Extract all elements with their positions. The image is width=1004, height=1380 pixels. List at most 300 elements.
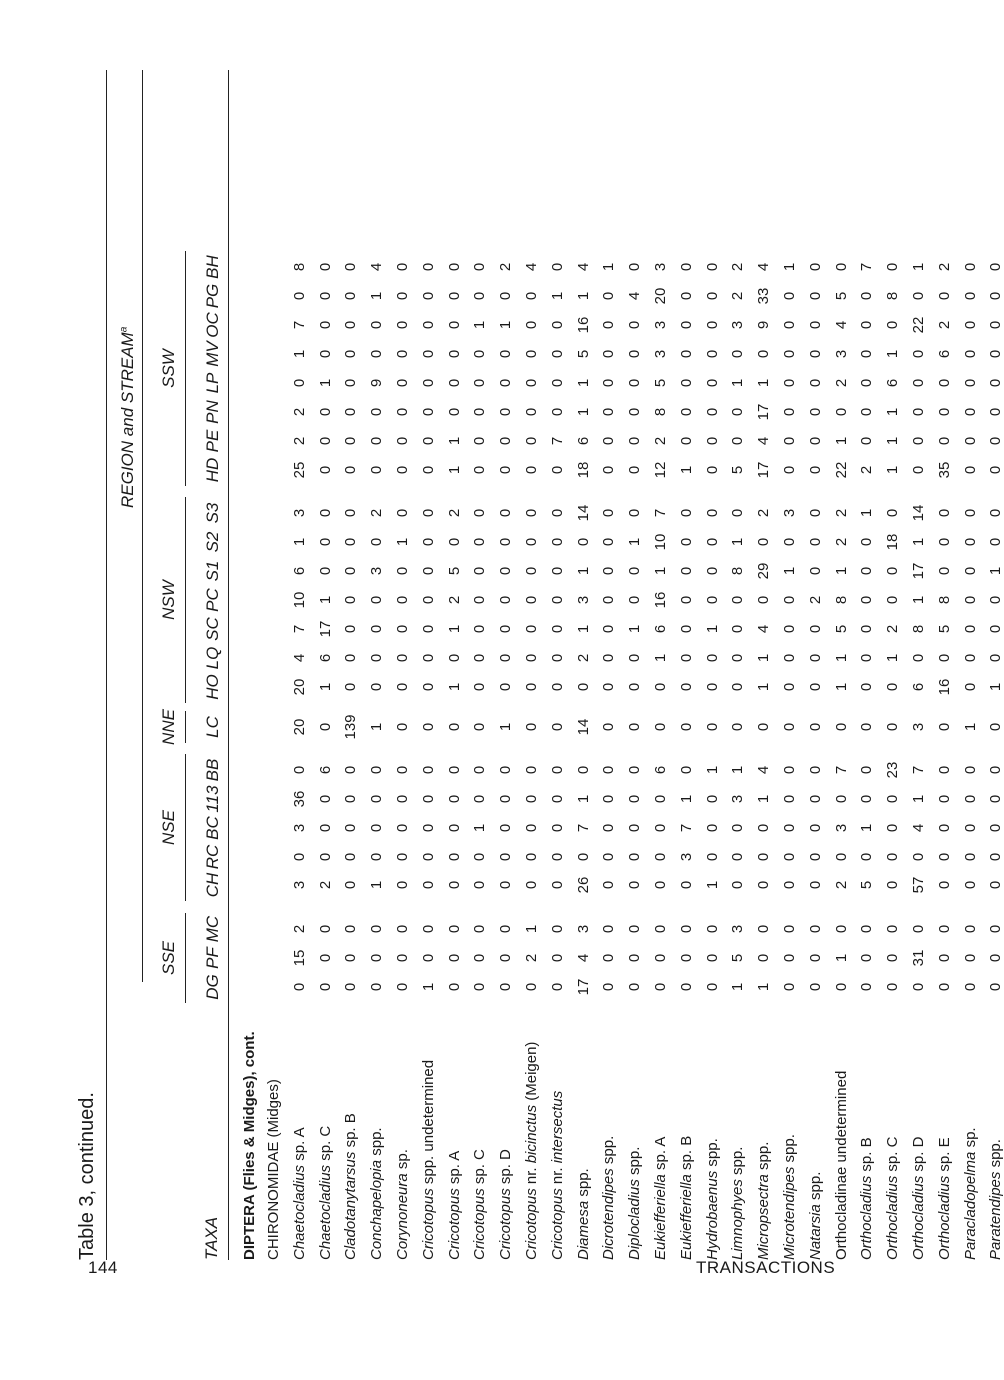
table-cell: 0 xyxy=(987,653,1004,663)
table-cell: 36 xyxy=(290,790,308,808)
table-cell: 2 xyxy=(806,595,824,605)
table-cell: 0 xyxy=(755,823,773,833)
table-cell: 23 xyxy=(884,761,902,779)
table-cell: 4 xyxy=(755,624,773,634)
table-cell: 0 xyxy=(677,378,695,388)
table-cell: 17 xyxy=(574,978,592,996)
table-cell: 0 xyxy=(342,537,360,547)
table-cell: 0 xyxy=(987,722,1004,732)
table-cell: 0 xyxy=(910,465,927,475)
table-cell: 26 xyxy=(574,876,592,894)
table-cell: 0 xyxy=(781,682,798,692)
table-cell: 0 xyxy=(935,378,953,388)
table-cell: 0 xyxy=(884,320,902,330)
table-cell: 0 xyxy=(548,765,566,775)
column-header-113: 113 xyxy=(203,785,222,813)
table-cell: 4 xyxy=(626,291,644,301)
table-cell: 0 xyxy=(394,407,411,417)
table-cell: 0 xyxy=(806,291,824,301)
taxon-name: Cricotopus xyxy=(523,1188,540,1260)
table-cell: 0 xyxy=(703,378,721,388)
table-cell: 18 xyxy=(884,533,902,551)
table-cell: 0 xyxy=(497,682,515,692)
table-cell: 0 xyxy=(497,924,515,934)
taxon-qualifier: sp. A xyxy=(445,1150,463,1189)
table-cell: 0 xyxy=(961,566,979,576)
table-cell: 0 xyxy=(523,765,540,775)
table-cell: 2 xyxy=(884,624,902,634)
table-cell: 0 xyxy=(497,436,515,446)
table-cell: 57 xyxy=(910,876,927,894)
table-cell: 0 xyxy=(471,953,489,963)
table-cell: 0 xyxy=(419,537,437,547)
table-cell: 0 xyxy=(368,349,386,359)
taxon-label xyxy=(472,1149,487,1260)
table-cell: 3 xyxy=(652,349,669,359)
table-cell: 0 xyxy=(858,653,876,663)
table-cell: 0 xyxy=(781,852,798,862)
table-cell: 0 xyxy=(806,880,824,890)
table-cell: 0 xyxy=(445,262,463,272)
table-cell: 0 xyxy=(368,852,386,862)
table-cell: 0 xyxy=(961,436,979,446)
table-cell: 0 xyxy=(652,794,669,804)
table-cell: 0 xyxy=(394,794,411,804)
table-cell: 1 xyxy=(729,537,747,547)
taxon-name: Eukiefferiella xyxy=(677,1174,695,1260)
table-cell: 2 xyxy=(290,436,308,446)
table-cell: 0 xyxy=(342,765,360,775)
taxon-label xyxy=(292,1127,307,1260)
table-cell: 0 xyxy=(703,794,721,804)
group-rule-nsw xyxy=(185,497,186,703)
table-cell: 0 xyxy=(961,320,979,330)
table-cell: 2 xyxy=(523,953,540,963)
table-cell: 2 xyxy=(935,262,953,272)
table-cell: 0 xyxy=(858,349,876,359)
table-cell: 25 xyxy=(290,461,308,479)
table-cell: 0 xyxy=(935,924,953,934)
table-cell: 0 xyxy=(342,508,360,518)
table-cell: 0 xyxy=(419,436,437,446)
table-cell: 0 xyxy=(987,465,1004,475)
table-cell: 4 xyxy=(755,765,773,775)
table-cell: 1 xyxy=(652,653,669,663)
taxon-qualifier: nr. xyxy=(523,1163,540,1189)
table-cell: 0 xyxy=(987,436,1004,446)
table-cell: 0 xyxy=(961,537,979,547)
table-cell: 0 xyxy=(987,508,1004,518)
table-cell: 0 xyxy=(884,953,902,963)
table-cell: 0 xyxy=(806,852,824,862)
table-cell: 4 xyxy=(574,262,592,272)
table-cell: 0 xyxy=(548,407,566,417)
table-cell: 0 xyxy=(729,653,747,663)
table-cell: 0 xyxy=(548,349,566,359)
table-cell: 0 xyxy=(703,349,721,359)
table-cell: 0 xyxy=(548,566,566,576)
table-cell: 0 xyxy=(497,378,515,388)
table-cell: 0 xyxy=(677,765,695,775)
table-cell: 0 xyxy=(626,508,644,518)
table-cell: 0 xyxy=(677,320,695,330)
table-cell: 0 xyxy=(729,823,747,833)
table-cell: 0 xyxy=(394,465,411,475)
table-cell: 0 xyxy=(806,653,824,663)
table-cell: 0 xyxy=(419,682,437,692)
table-cell: 1 xyxy=(910,262,927,272)
table-cell: 0 xyxy=(806,722,824,732)
table-cell: 7 xyxy=(652,508,669,518)
table-cell: 0 xyxy=(858,953,876,963)
table-cell: 0 xyxy=(987,624,1004,634)
table-cell: 0 xyxy=(419,924,437,934)
table-cell: 1 xyxy=(445,624,463,634)
table-cell: 0 xyxy=(806,465,824,475)
column-header-bh: BH xyxy=(203,255,222,279)
table-cell: 0 xyxy=(910,924,927,934)
table-cell: 0 xyxy=(445,349,463,359)
taxon-label xyxy=(705,1138,720,1260)
table-cell: 0 xyxy=(548,624,566,634)
table-cell: 16 xyxy=(652,591,669,609)
table-cell: 0 xyxy=(910,436,927,446)
table-cell: 0 xyxy=(471,349,489,359)
table-cell: 1 xyxy=(832,953,850,963)
taxon-qualifier: spp. xyxy=(626,1146,644,1180)
table-cell: 7 xyxy=(910,765,927,775)
table-cell: 0 xyxy=(471,378,489,388)
table-cell: 3 xyxy=(910,722,927,732)
table-cell: 3 xyxy=(832,823,850,833)
table-cell: 1 xyxy=(445,465,463,475)
table-cell: 1 xyxy=(600,262,618,272)
table-cell: 0 xyxy=(523,436,540,446)
table-cell: 2 xyxy=(832,880,850,890)
table-cell: 0 xyxy=(781,765,798,775)
table-cell: 0 xyxy=(781,465,798,475)
table-cell: 0 xyxy=(419,465,437,475)
table-cell: 0 xyxy=(471,982,489,992)
table-cell: 3 xyxy=(574,595,592,605)
taxon-label xyxy=(369,1127,384,1260)
column-header-pf: PF xyxy=(203,947,222,969)
table-cell: 0 xyxy=(445,852,463,862)
table-cell: 0 xyxy=(935,765,953,775)
table-cell: 0 xyxy=(394,765,411,775)
taxon-name: CHIRONOMIDAE xyxy=(265,1141,282,1260)
table-cell: 0 xyxy=(935,953,953,963)
table-cell: 0 xyxy=(703,508,721,518)
table-cell: 6 xyxy=(316,653,334,663)
table-cell: 0 xyxy=(523,320,540,330)
table-cell: 0 xyxy=(806,407,824,417)
table-cell: 0 xyxy=(729,880,747,890)
column-header-s1: S1 xyxy=(203,560,222,582)
table-cell: 0 xyxy=(806,378,824,388)
table-cell: 0 xyxy=(858,566,876,576)
table-cell: 0 xyxy=(342,291,360,301)
taxon-name: Natarsia xyxy=(806,1204,824,1260)
taxon-qualifier: sp. xyxy=(961,1127,979,1152)
table-cell: 0 xyxy=(806,682,824,692)
table-cell: 0 xyxy=(600,682,618,692)
table-cell: 0 xyxy=(677,624,695,634)
taxon-qualifier: sp. A xyxy=(652,1136,669,1175)
table-cell: 0 xyxy=(548,537,566,547)
table-cell: 20 xyxy=(652,287,669,305)
table-cell: 0 xyxy=(781,924,798,934)
table-cell: 0 xyxy=(419,653,437,663)
table-cell: 1 xyxy=(961,722,979,732)
table-cell: 0 xyxy=(806,436,824,446)
column-header-hd: HD xyxy=(203,457,222,483)
table-cell: 0 xyxy=(626,982,644,992)
taxon-qualifier: spp. xyxy=(574,1168,592,1201)
table-cell: 0 xyxy=(548,682,566,692)
region-header-text: REGION and STREAM xyxy=(118,332,137,508)
table-cell: 0 xyxy=(368,924,386,934)
table-cell: 0 xyxy=(523,508,540,518)
table-cell: 0 xyxy=(703,682,721,692)
table-cell: 0 xyxy=(419,765,437,775)
table-cell: 0 xyxy=(471,852,489,862)
group-rule-ssw xyxy=(185,251,186,486)
table-cell: 0 xyxy=(523,566,540,576)
table-cell: 0 xyxy=(523,823,540,833)
table-cell: 0 xyxy=(548,794,566,804)
taxon-name: Chaetocladius xyxy=(316,1164,334,1260)
taxon-qualifier: sp. xyxy=(394,1149,411,1174)
table-cell: 0 xyxy=(961,794,979,804)
table-cell: 0 xyxy=(316,262,334,272)
table-cell: 0 xyxy=(523,595,540,605)
table-cell: 0 xyxy=(626,953,644,963)
table-cell: 1 xyxy=(884,407,902,417)
table-cell: 0 xyxy=(394,682,411,692)
table-cell: 0 xyxy=(497,982,515,992)
table-cell: 0 xyxy=(961,508,979,518)
taxon-name: Cricotopus xyxy=(497,1188,515,1260)
table-cell: 0 xyxy=(858,595,876,605)
table-cell: 0 xyxy=(703,823,721,833)
table-cell: 0 xyxy=(652,982,669,992)
table-cell: 0 xyxy=(781,291,798,301)
taxon-name: Orthocladius xyxy=(884,1175,902,1260)
table-cell: 0 xyxy=(471,508,489,518)
table-cell: 1 xyxy=(471,823,489,833)
table-cell: 2 xyxy=(368,508,386,518)
table-cell: 2 xyxy=(290,407,308,417)
taxon-label xyxy=(834,1071,849,1260)
table-cell: 0 xyxy=(342,924,360,934)
table-cell: 1 xyxy=(755,982,773,992)
taxon-label xyxy=(911,1137,926,1260)
table-cell: 17 xyxy=(910,562,927,580)
table-cell: 0 xyxy=(755,852,773,862)
table-cell: 0 xyxy=(781,349,798,359)
table-cell: 0 xyxy=(626,407,644,417)
table-cell: 0 xyxy=(523,378,540,388)
table-cell: 0 xyxy=(497,291,515,301)
taxon-qualifier: spp. xyxy=(600,1135,618,1169)
table-cell: 0 xyxy=(548,722,566,732)
table-cell: 0 xyxy=(497,794,515,804)
table-cell: 0 xyxy=(806,982,824,992)
table-cell: 1 xyxy=(832,566,850,576)
table-cell: 0 xyxy=(497,624,515,634)
table-cell: 1 xyxy=(729,765,747,775)
table-cell: 31 xyxy=(910,949,927,967)
table-cell: 0 xyxy=(884,823,902,833)
table-cell: 1 xyxy=(858,508,876,518)
table-cell: 6 xyxy=(574,436,592,446)
table-cell: 0 xyxy=(600,765,618,775)
table-cell: 17 xyxy=(755,403,773,421)
table-cell: 1 xyxy=(677,465,695,475)
table-cell: 1 xyxy=(832,682,850,692)
table-cell: 3 xyxy=(652,320,669,330)
taxon-qualifier: spp. xyxy=(987,1139,1004,1172)
table-cell: 1 xyxy=(987,566,1004,576)
table-cell: 0 xyxy=(523,349,540,359)
table-cell: 1 xyxy=(316,682,334,692)
table-cell: 0 xyxy=(342,682,360,692)
table-cell: 0 xyxy=(703,852,721,862)
table-cell: 0 xyxy=(342,595,360,605)
table-cell: 9 xyxy=(368,378,386,388)
table-cell: 0 xyxy=(342,378,360,388)
table-cell: 0 xyxy=(471,291,489,301)
table-cell: 0 xyxy=(316,291,334,301)
table-cell: 0 xyxy=(935,880,953,890)
taxon-name: Orthocladius xyxy=(910,1175,927,1260)
table-cell: 14 xyxy=(574,718,592,736)
table-cell: 0 xyxy=(497,953,515,963)
taxon-label xyxy=(601,1136,616,1260)
table-cell: 0 xyxy=(806,624,824,634)
table-cell: 0 xyxy=(394,823,411,833)
taxon-qualifier: sp. B xyxy=(858,1137,876,1176)
table-cell: 0 xyxy=(781,953,798,963)
table-cell: 0 xyxy=(316,852,334,862)
table-cell: 0 xyxy=(677,880,695,890)
table-cell: 0 xyxy=(858,722,876,732)
table-cell: 0 xyxy=(961,880,979,890)
table-cell: 1 xyxy=(548,291,566,301)
table-cell: 0 xyxy=(987,880,1004,890)
table-cell: 0 xyxy=(626,823,644,833)
table-cell: 0 xyxy=(884,880,902,890)
column-header-ch: CH xyxy=(203,872,222,898)
table-cell: 20 xyxy=(290,718,308,736)
table-cell: 0 xyxy=(548,880,566,890)
table-cell: 0 xyxy=(316,794,334,804)
top-rule xyxy=(106,70,107,1260)
table-cell: 3 xyxy=(290,508,308,518)
table-cell: 5 xyxy=(652,378,669,388)
table-cell: 0 xyxy=(600,349,618,359)
table-cell: 0 xyxy=(471,765,489,775)
table-cell: 0 xyxy=(935,436,953,446)
table-cell: 0 xyxy=(987,765,1004,775)
table-cell: 0 xyxy=(703,982,721,992)
table-cell: 0 xyxy=(497,595,515,605)
table-cell: 0 xyxy=(961,465,979,475)
table-cell: 0 xyxy=(342,982,360,992)
table-cell: 0 xyxy=(652,722,669,732)
table-cell: 0 xyxy=(471,407,489,417)
table-cell: 0 xyxy=(626,924,644,934)
table-cell: 0 xyxy=(677,953,695,963)
table-cell: 2 xyxy=(445,508,463,518)
table-cell: 0 xyxy=(394,722,411,732)
table-cell: 0 xyxy=(806,566,824,576)
table-cell: 0 xyxy=(781,320,798,330)
table-cell: 0 xyxy=(600,320,618,330)
table-cell: 0 xyxy=(368,465,386,475)
table-cell: 0 xyxy=(342,653,360,663)
table-cell: 0 xyxy=(548,320,566,330)
table-cell: 0 xyxy=(419,794,437,804)
taxon-name: Dicrotendipes xyxy=(600,1168,618,1260)
table-cell: 0 xyxy=(755,722,773,732)
table-cell: 0 xyxy=(316,924,334,934)
table-cell: 1 xyxy=(884,349,902,359)
table-cell: 18 xyxy=(574,461,592,479)
table-cell: 0 xyxy=(342,465,360,475)
taxon-name: Paratendipes xyxy=(987,1171,1004,1260)
table-cell: 0 xyxy=(368,823,386,833)
column-header-pe: PE xyxy=(203,429,222,453)
table-cell: 0 xyxy=(652,852,669,862)
table-cell: 0 xyxy=(445,880,463,890)
table-cell: 0 xyxy=(910,349,927,359)
table-cell: 1 xyxy=(832,436,850,446)
table-cell: 1 xyxy=(884,653,902,663)
table-cell: 1 xyxy=(729,982,747,992)
taxon-name: Microtendipes xyxy=(781,1166,798,1260)
table-cell: 0 xyxy=(832,262,850,272)
taxon-qualifier: sp. B xyxy=(342,1113,360,1152)
table-cell: 0 xyxy=(703,465,721,475)
table-cell: 0 xyxy=(600,436,618,446)
table-cell: 0 xyxy=(342,880,360,890)
table-cell: 0 xyxy=(987,537,1004,547)
table-cell: 0 xyxy=(677,653,695,663)
table-cell: 0 xyxy=(961,982,979,992)
table-cell: 0 xyxy=(290,852,308,862)
taxon-label xyxy=(756,1142,771,1260)
table-cell: 1 xyxy=(290,537,308,547)
group-rule-nse xyxy=(185,754,186,901)
table-cell: 0 xyxy=(290,765,308,775)
table-cell: 0 xyxy=(729,595,747,605)
taxon-qualifier: spp. xyxy=(781,1134,798,1167)
table-cell: 0 xyxy=(806,924,824,934)
table-cell: 2 xyxy=(445,595,463,605)
table-cell: 2 xyxy=(858,465,876,475)
table-cell: 0 xyxy=(548,465,566,475)
taxon-label xyxy=(782,1134,797,1260)
table-cell: 0 xyxy=(497,537,515,547)
table-cell: 1 xyxy=(703,624,721,634)
table-cell: 0 xyxy=(316,407,334,417)
table-cell: 0 xyxy=(316,953,334,963)
column-header-lc: LC xyxy=(203,716,222,738)
table-cell: 0 xyxy=(419,566,437,576)
table-cell: 0 xyxy=(703,320,721,330)
